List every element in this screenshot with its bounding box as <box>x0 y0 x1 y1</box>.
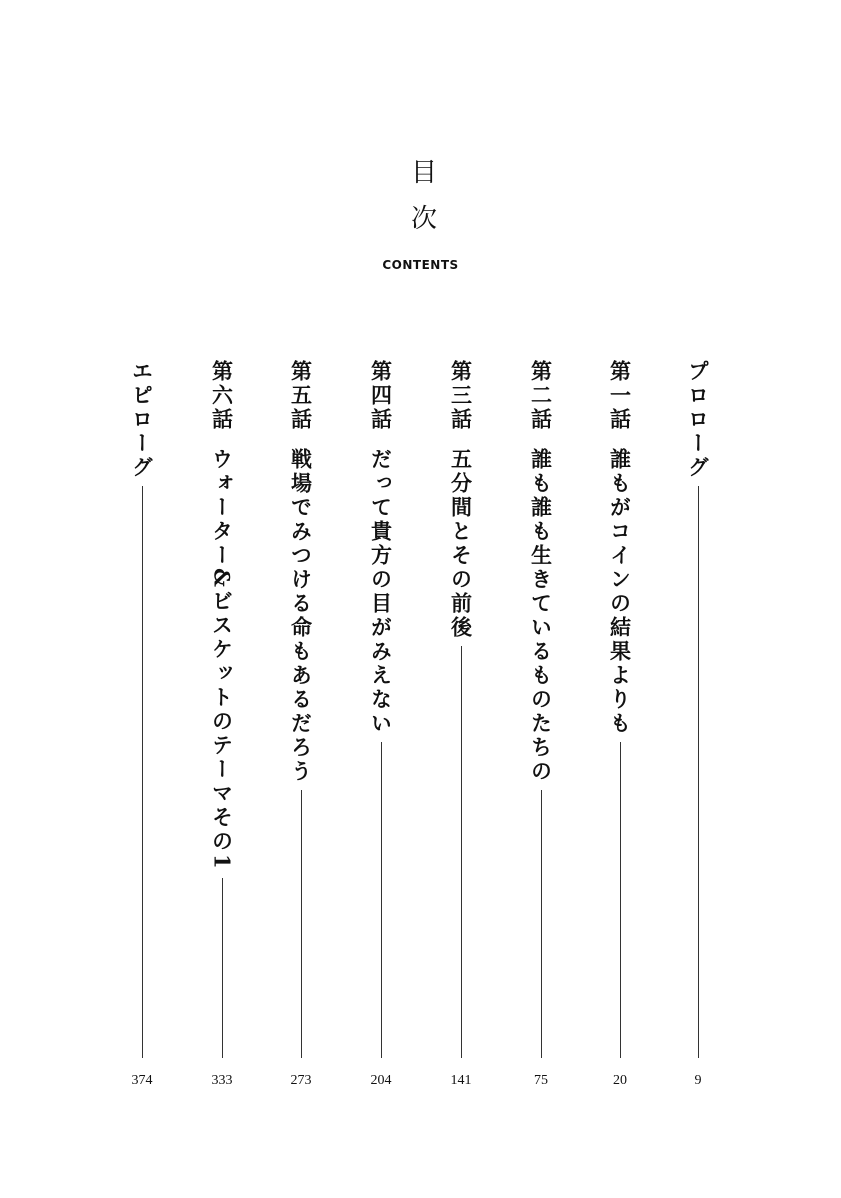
chapter-title: 五分間とその前後 <box>448 448 474 640</box>
chapter-label: 第六話 <box>209 360 235 432</box>
chapter-title: 戦場でみつける命もあるだろう <box>288 448 314 784</box>
page-number: 141 <box>450 1073 472 1088</box>
page-number: 9 <box>694 1073 702 1088</box>
chapter-label: 第二話 <box>528 360 554 432</box>
chapter-title: だって貴方の目がみえない <box>368 448 394 736</box>
entry-label: プロローグ <box>685 360 711 480</box>
page-number: 273 <box>290 1073 312 1088</box>
toc-entry-chapter-4[interactable] <box>361 360 401 1058</box>
page-number: 20 <box>613 1073 627 1088</box>
leader-line <box>142 486 143 1058</box>
contents-subtitle: CONTENTS <box>382 258 459 272</box>
toc-entry-chapter-1[interactable] <box>600 360 640 1058</box>
toc-entry-chapter-2[interactable] <box>521 360 561 1058</box>
leader-line <box>381 742 382 1058</box>
leader-line <box>541 790 542 1058</box>
toc-entry-epilogue[interactable] <box>122 360 162 1058</box>
toc-entry-chapter-5[interactable] <box>281 360 321 1058</box>
chapter-label: 第一話 <box>607 360 633 432</box>
leader-line <box>620 742 621 1058</box>
leader-line <box>222 878 223 1058</box>
toc-entry-prologue[interactable] <box>678 360 718 1058</box>
entry-label: エピローグ <box>129 360 155 480</box>
chapter-label: 第三話 <box>448 360 474 432</box>
leader-line <box>698 486 699 1058</box>
page-number: 374 <box>131 1073 153 1088</box>
chapter-title: 誰もがコインの結果よりも <box>607 448 633 736</box>
page-number: 333 <box>211 1073 233 1088</box>
toc-entry-chapter-6[interactable] <box>202 360 242 1058</box>
chapter-title: 誰も誰も生きているものたちの <box>528 448 554 784</box>
page-number: 204 <box>370 1073 392 1088</box>
title-char-1: 目 <box>410 158 437 188</box>
chapter-title: ウォーター&ビスケットのテーマその1 <box>209 448 235 872</box>
page-number: 75 <box>534 1073 548 1088</box>
leader-line <box>301 790 302 1058</box>
chapter-label: 第五話 <box>288 360 314 432</box>
toc-entry-chapter-3[interactable] <box>441 360 481 1058</box>
leader-line <box>461 646 462 1058</box>
title-char-2: 次 <box>410 204 437 234</box>
chapter-label: 第四話 <box>368 360 394 432</box>
